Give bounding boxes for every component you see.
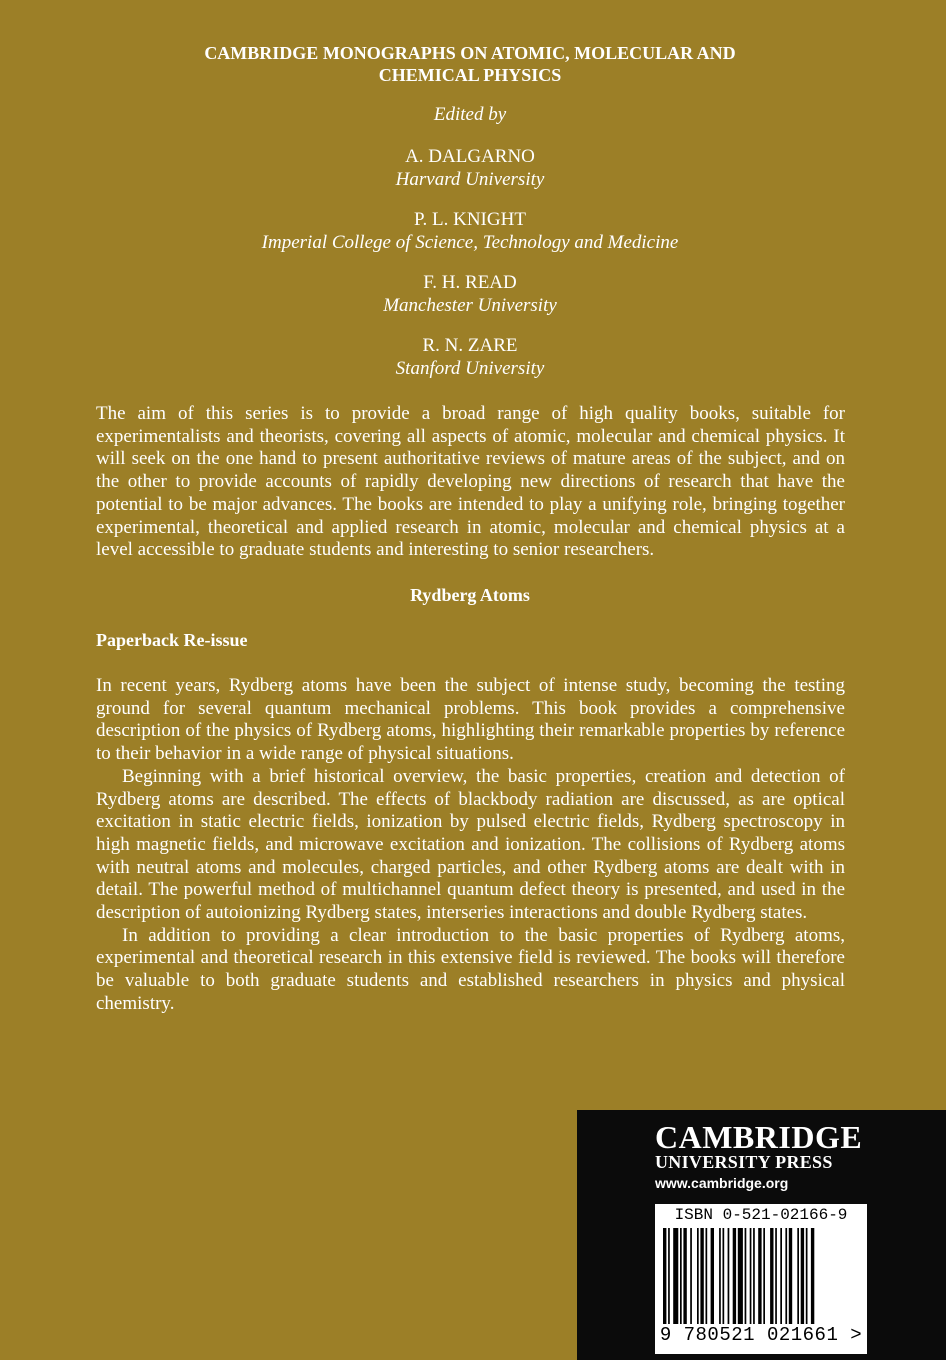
publisher-panel [577,1110,946,1360]
description-paragraph-2: Beginning with a brief historical overview, the basic properties, creation and detection of Rydberg atoms are described. The effects of blackbody radiation are discussed, as are optical excitation in static electric fields, ionization by pulsed electric fields, Rydberg spectroscopy in high magnetic fields, and microwave excitation and ionization. The collisions of Rydberg atoms with neutral atoms and molecules, charged particles, and other Rydberg atoms are dealt with in detail. The powerful method of multichannel quantum defect theory is presented, and used in the description of autoionizing Rydberg states, interseries interactions and double Rydberg states. [96,765,845,924]
description-paragraph-1: In recent years, Rydberg atoms have been the subject of intense study, becoming the testing ground for several quantum mechanical problems. This book provides a comprehensive description of the physics of Rydberg atoms, highlighting their remarkable properties by reference to their behavior in a wide range of physical situations. [96,675,845,765]
editor-2 [0,208,940,254]
editor-affiliation: Harvard University [395,169,545,190]
editor-name: P. L. KNIGHT [414,209,526,230]
series-aim-paragraph: The aim of this series is to provide a broad range of high quality books, suitable for experimentalists and theorists, covering all aspects of atomic, molecular and chemical physics. It will seek on the one hand to present authoritative reviews of mature areas of the subject, and on the other to provide accounts of rapidly developing new directions of research that have the potential to be major advances. The books are intended to play a unifying role, bringing together experimental, theoretical and applied research in atomic, molecular and chemical physics at a level accessible to graduate students and interesting to senior researchers. [96,403,845,561]
publisher-name: CAMBRIDGE [655,1119,863,1155]
editor-3 [0,271,940,317]
publisher-subname: UNIVERSITY PRESS [655,1152,833,1172]
isbn-number: ISBN 0-521-02166-9 [674,1206,848,1224]
series-title [0,42,940,86]
editor-name: A. DALGARNO [405,146,535,167]
editor-affiliation: Manchester University [383,295,557,316]
editor-name: R. N. ZARE [422,335,518,356]
editor-4 [0,334,940,380]
editor-affiliation: Imperial College of Science, Technology and Medicine [261,232,679,253]
barcode-bars-icon [661,1228,861,1324]
edited-by-label: Edited by [433,104,507,125]
edition-label: Paperback Re-issue [96,630,248,650]
editor-name: F. H. READ [423,272,517,293]
series-title-line-1: CAMBRIDGE MONOGRAPHS ON ATOMIC, MOLECULAR AND [204,43,736,63]
series-title-line-2: CHEMICAL PHYSICS [378,65,562,85]
publisher-url: www.cambridge.org [655,1175,789,1191]
editor-1 [0,145,940,191]
book-description [96,675,845,1016]
editor-affiliation: Stanford University [395,358,545,379]
isbn-barcode [655,1204,867,1354]
book-title: Rydberg Atoms [410,585,530,605]
description-paragraph-3: In addition to providing a clear introduction to the basic properties of Rydberg atoms, experimental and theoretical research in this extensive field is reviewed. The books will therefore be valuable to both graduate students and established researchers in physics and physical chemistry. [96,924,845,1014]
barcode-digits: 9 780521 021661 > [659,1324,863,1346]
